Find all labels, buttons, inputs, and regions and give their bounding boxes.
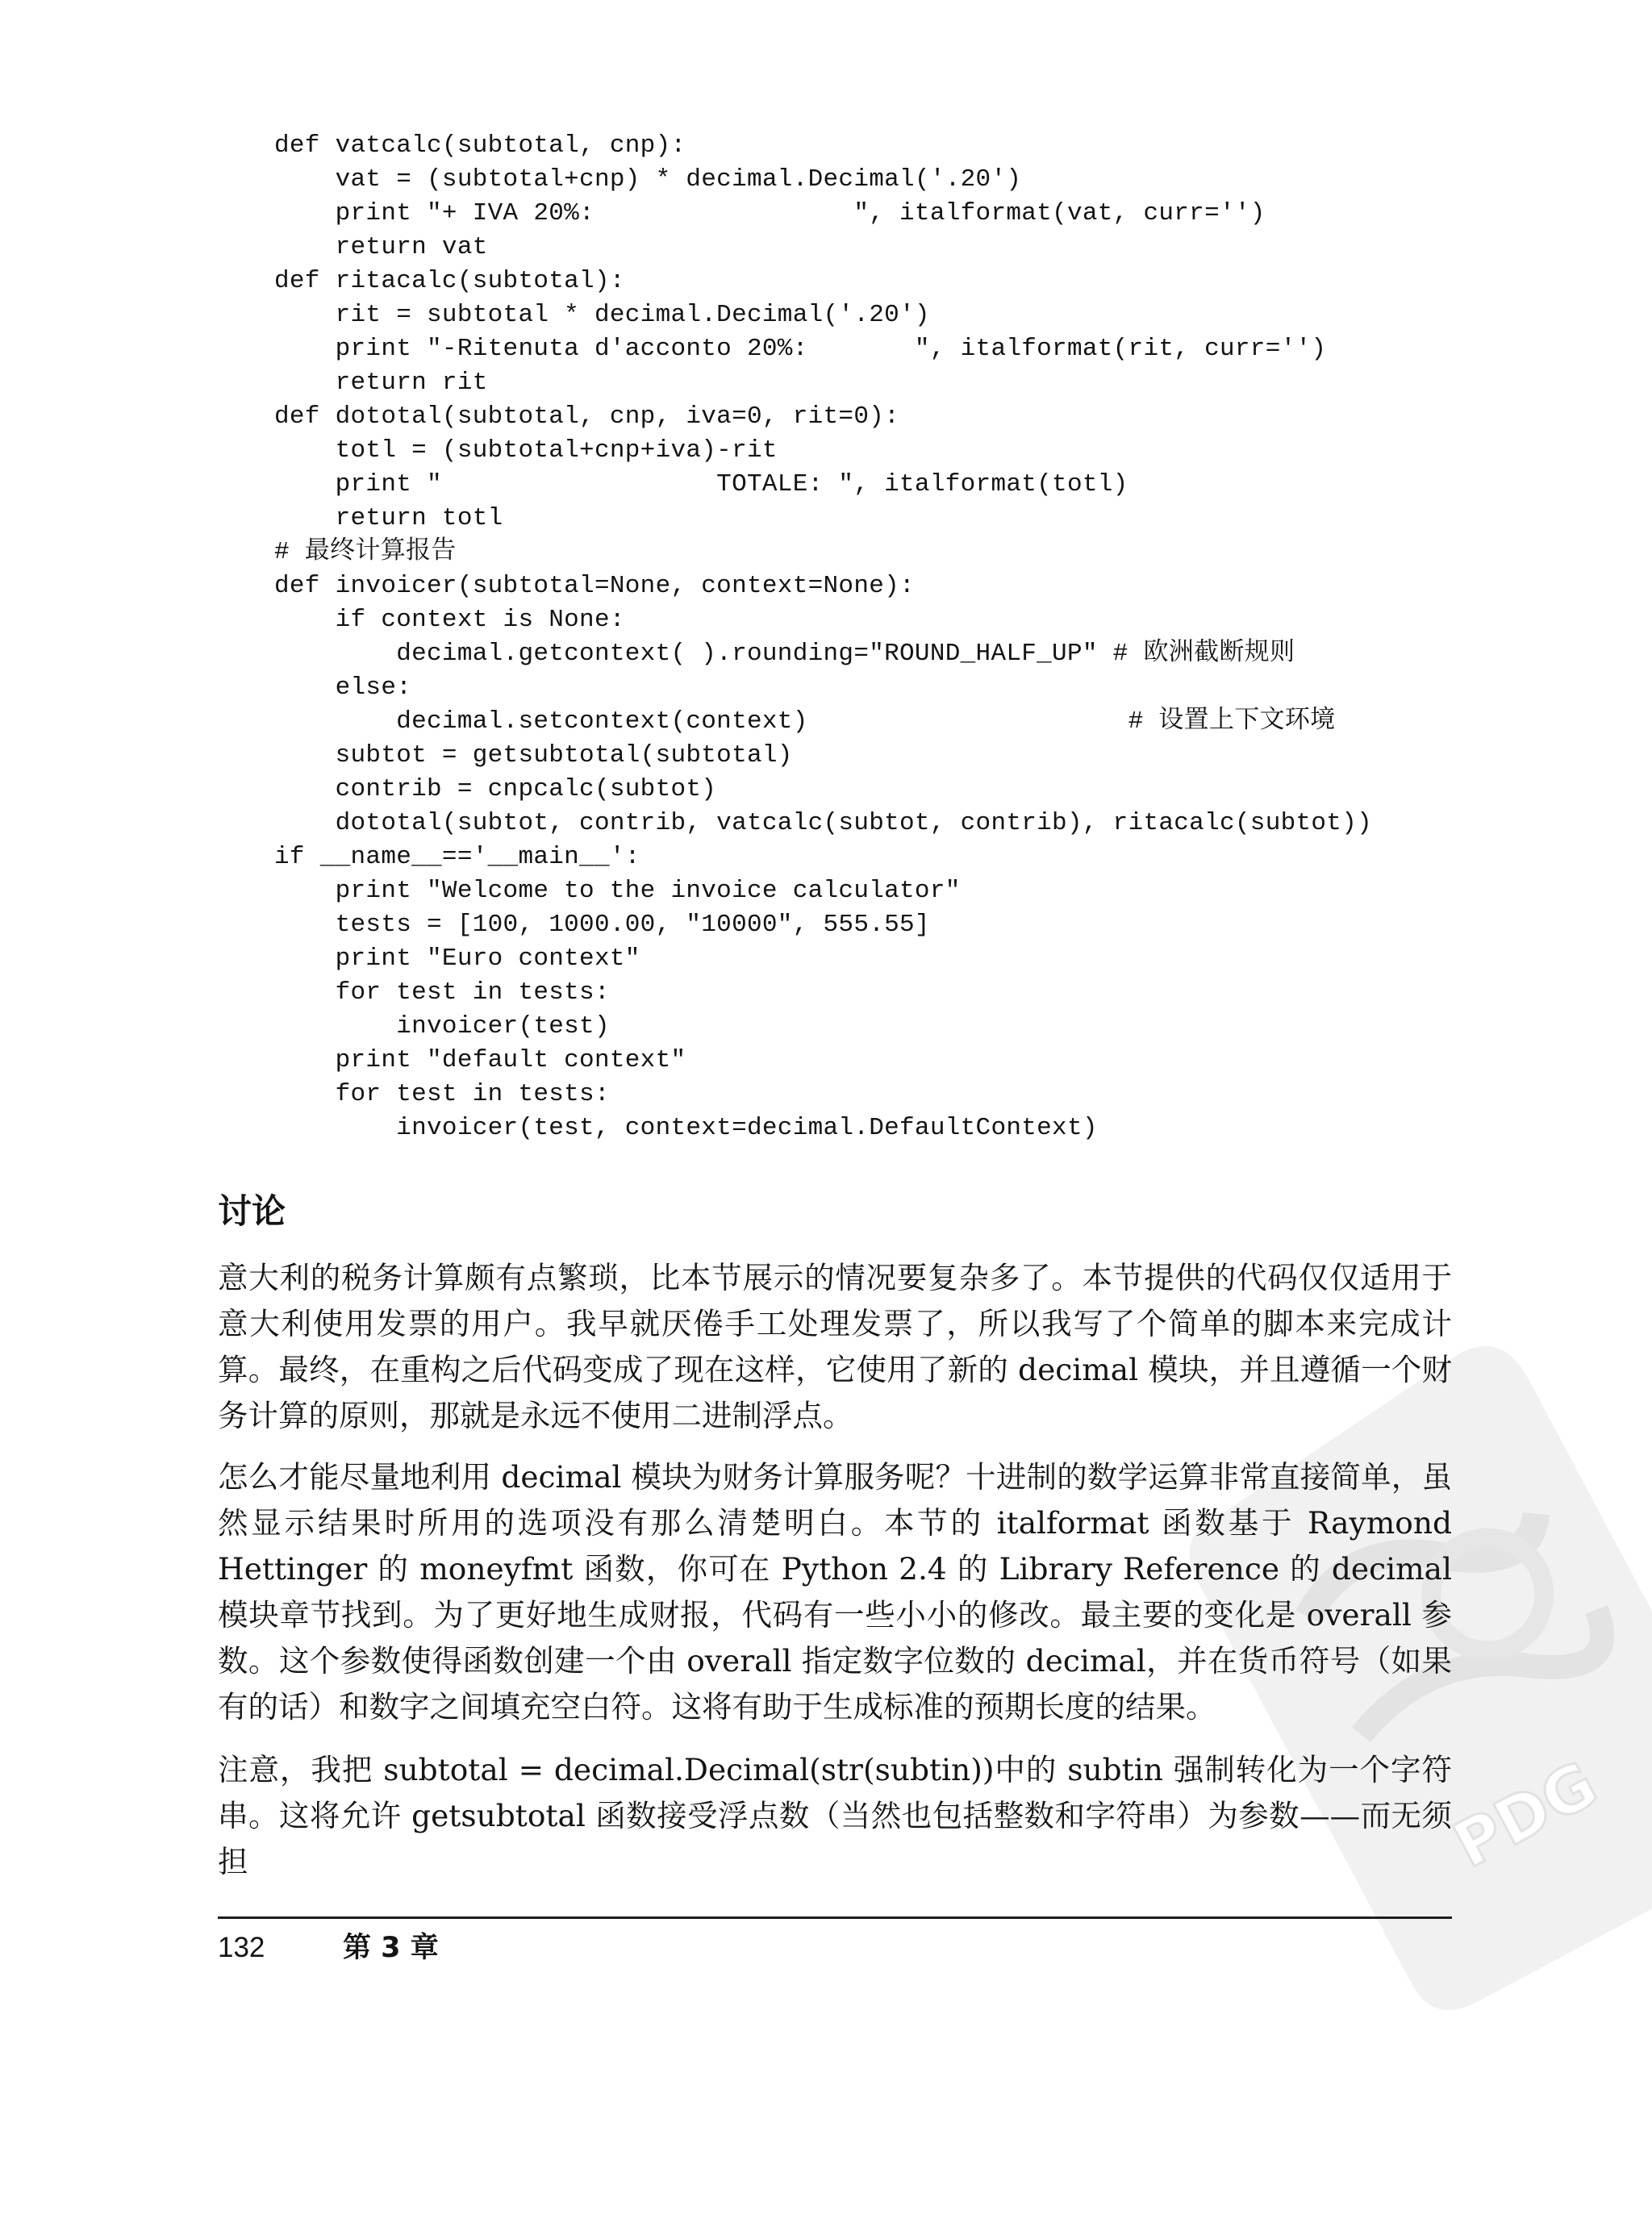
- code-line: print " TOTALE: ", italformat(totl): [274, 470, 1128, 498]
- code-line: invoicer(test): [274, 1012, 610, 1041]
- code-line: print "+ IVA 20%: ", italformat(vat, curr=''): [274, 199, 1266, 227]
- code-line: tests = [100, 1000.00, "10000", 555.55]: [274, 911, 930, 939]
- body-paragraph: 注意，我把 subtotal = decimal.Decimal(str(subtin))中的 subtin 强制转化为一个字符串。这将允许 getsubtotal 函数接受浮点数（当然也包括整数和字符串）为参数——而无须担: [218, 1752, 1452, 1879]
- code-line: def dototal(subtotal, cnp, iva=0, rit=0):: [274, 402, 900, 431]
- code-line: def invoicer(subtotal=None, context=None):: [274, 572, 915, 600]
- code-line: contrib = cnpcalc(subtot): [274, 775, 717, 803]
- code-line: return totl: [274, 504, 503, 532]
- code-line: decimal.setcontext(context) # 设置上下文环境: [274, 707, 1336, 736]
- code-line: vat = (subtotal+cnp) * decimal.Decimal('.20'): [274, 165, 1022, 194]
- footer-divider: [218, 1916, 1452, 1919]
- code-comment-line: # 最终计算报告: [274, 538, 457, 566]
- code-line: invoicer(test, context=decimal.DefaultContext): [274, 1114, 1098, 1142]
- page-number: 132: [218, 1932, 265, 1963]
- code-line: decimal.getcontext( ).rounding="ROUND_HALF_UP" # 欧洲截断规则: [274, 640, 1295, 668]
- code-line: dototal(subtot, contrib, vatcalc(subtot, contrib), ritacalc(subtot)): [274, 809, 1373, 837]
- code-listing: [274, 129, 1468, 1145]
- code-line: if context is None:: [274, 606, 625, 634]
- code-line: totl = (subtotal+cnp+iva)-rit: [274, 436, 778, 465]
- code-line: print "default context": [274, 1046, 686, 1074]
- code-line: else:: [274, 674, 412, 702]
- code-line: for test in tests:: [274, 978, 610, 1007]
- body-paragraph: 怎么才能尽量地利用 decimal 模块为财务计算服务呢？十进制的数学运算非常直接简单，虽然显示结果时所用的选项没有那么清楚明白。本节的 italformat 函数基于 Raymond Hettinger 的 moneyfmt 函数，你可在 Python 2.4 的 Library Reference 的 decimal 模块章节找到。为了更好地生成财报，代码有一些小小的修改。最主要的变化是 overall 参数。这个参数使得函数创建一个由 overall 指定数字位数的 decimal，并在货币符号（如果有的话）和数字之间填充空白符。这将有助于生成标准的预期长度的结果。: [218, 1459, 1452, 1725]
- code-line: print "Euro context": [274, 945, 640, 973]
- watermark-label: PDG: [1442, 1748, 1609, 1883]
- body-paragraph: 意大利的税务计算颇有点繁琐，比本节展示的情况要复杂多了。本节提供的代码仅仅适用于意大利使用发票的用户。我早就厌倦手工处理发票了，所以我写了个简单的脚本来完成计算。最终，在重构之后代码变成了现在这样，它使用了新的 decimal 模块，并且遵循一个财务计算的原则，那就是永远不使用二进制浮点。: [218, 1260, 1452, 1433]
- code-line: rit = subtotal * decimal.Decimal('.20'): [274, 301, 930, 329]
- code-line: return vat: [274, 233, 488, 261]
- code-line: def vatcalc(subtotal, cnp):: [274, 131, 686, 160]
- code-line: if __name__=='__main__':: [274, 843, 640, 871]
- code-line: def ritacalc(subtotal):: [274, 267, 625, 295]
- code-line: print "-Ritenuta d'acconto 20%: ", italformat(rit, curr=''): [274, 335, 1327, 363]
- code-line: return rit: [274, 369, 488, 397]
- chapter-label: 第 3 章: [343, 1932, 439, 1964]
- code-line: subtot = getsubtotal(subtotal): [274, 741, 793, 770]
- code-line: print "Welcome to the invoice calculator": [274, 877, 961, 905]
- code-line: for test in tests:: [274, 1080, 610, 1108]
- section-heading: 讨论: [218, 1191, 286, 1231]
